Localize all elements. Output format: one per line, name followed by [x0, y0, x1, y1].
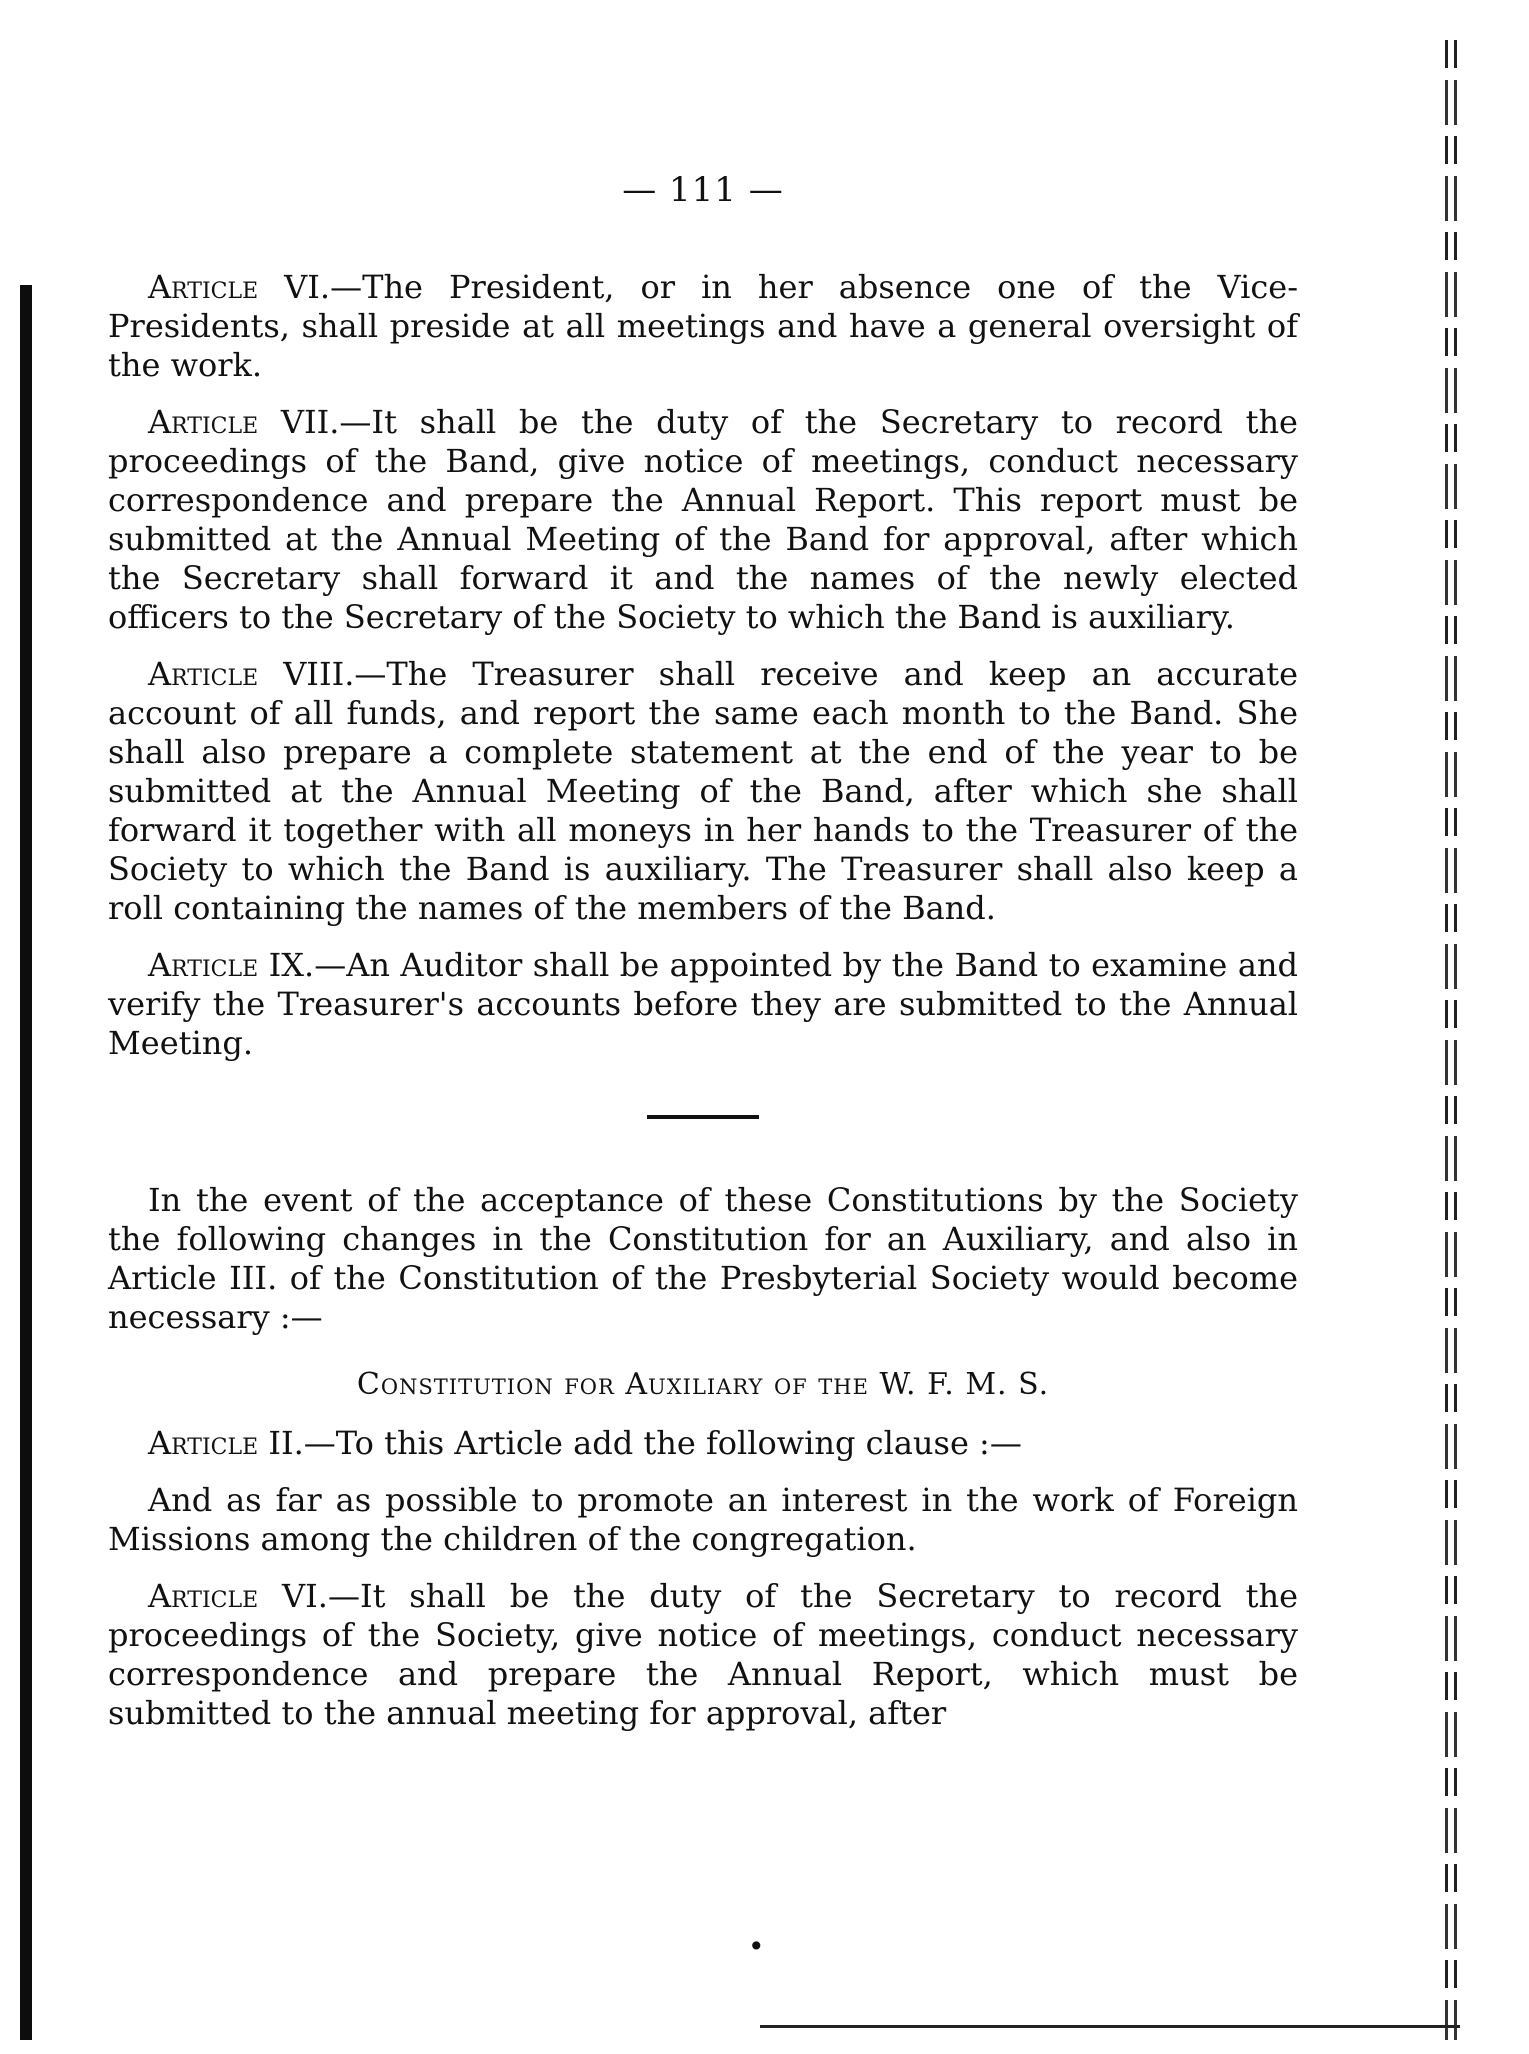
article-text: —The Treasurer shall receive and keep an accurate account of all funds, and report the same each month to the Band. She shall also prepare a complete statement at the end of the year to be submitted at the Annual Meeting of the Band, after which she shall forward it together with all moneys in her hands to the Treasurer of the Society to which the Band is auxiliary. The Treasurer shall also keep a roll containing the names of the members of the Band.: [108, 655, 1299, 927]
article-text: —It shall be the duty of the Secretary to record the proceedings of the Band, give notice of meetings, conduct necessary correspondence and prepare the Annual Report. This report must be submitted at the Annual Meeting of the Band for approval, after which the Secretary shall forward it and the names of the newly elected officers to the Secretary of the Society to which the Band is auxiliary.: [108, 403, 1298, 636]
scan-left-edge: [20, 285, 32, 2040]
stray-mark: •: [748, 1930, 765, 1963]
article-ii-auxiliary: [108, 1424, 1298, 1463]
article-vi-auxiliary: [108, 1577, 1298, 1733]
article-text: —To this Article add the following clause :—: [303, 1424, 1022, 1462]
article-ii-clause: [108, 1481, 1298, 1559]
document-page: [108, 170, 1298, 1751]
intro-paragraph: In the event of the acceptance of these Constitutions by the Society the following changes in the Constitution for an Auxiliary, and also in Article III. of the Constitution of the Presbyterial Society would become necessary :—: [108, 1181, 1298, 1336]
article-vi-band: [108, 268, 1298, 385]
section-heading: Constitution for Auxiliary of the W. F. M. S.: [356, 1367, 1050, 1402]
article-text: —It shall be the duty of the Secretary to record the proceedings of the Society, give notice of meetings, conduct necessary correspondence and prepare the Annual Report, which must be submitted to the annual meeting for approval, after: [108, 1577, 1299, 1732]
article-label: Article VIII.: [148, 655, 355, 693]
article-label: Article IX.: [148, 946, 315, 984]
article-label: Article VI.: [148, 268, 331, 306]
page-number: — 111 —: [622, 170, 784, 210]
article-text: —The President, or in her absence one of the Vice-Presidents, shall preside at all meetings and have a general oversight of the work.: [108, 268, 1299, 384]
clause-text: And as far as possible to promote an interest in the work of Foreign Missions among the children of the congregation.: [108, 1481, 1298, 1558]
article-label: Article VI.: [148, 1577, 328, 1615]
article-viii-band: [108, 655, 1298, 928]
article-label: Article II.: [148, 1424, 304, 1462]
article-text: —An Auditor shall be appointed by the Band to examine and verify the Treasurer's accounts before they are submitted to the Annual Meeting.: [108, 946, 1299, 1062]
section-divider: [647, 1115, 759, 1119]
article-vii-band: [108, 403, 1298, 637]
scan-bottom-line: [760, 2025, 1460, 2028]
scan-right-edge: [1440, 40, 1500, 2040]
article-ix-band: [108, 946, 1298, 1063]
article-label: Article VII.: [148, 403, 340, 441]
